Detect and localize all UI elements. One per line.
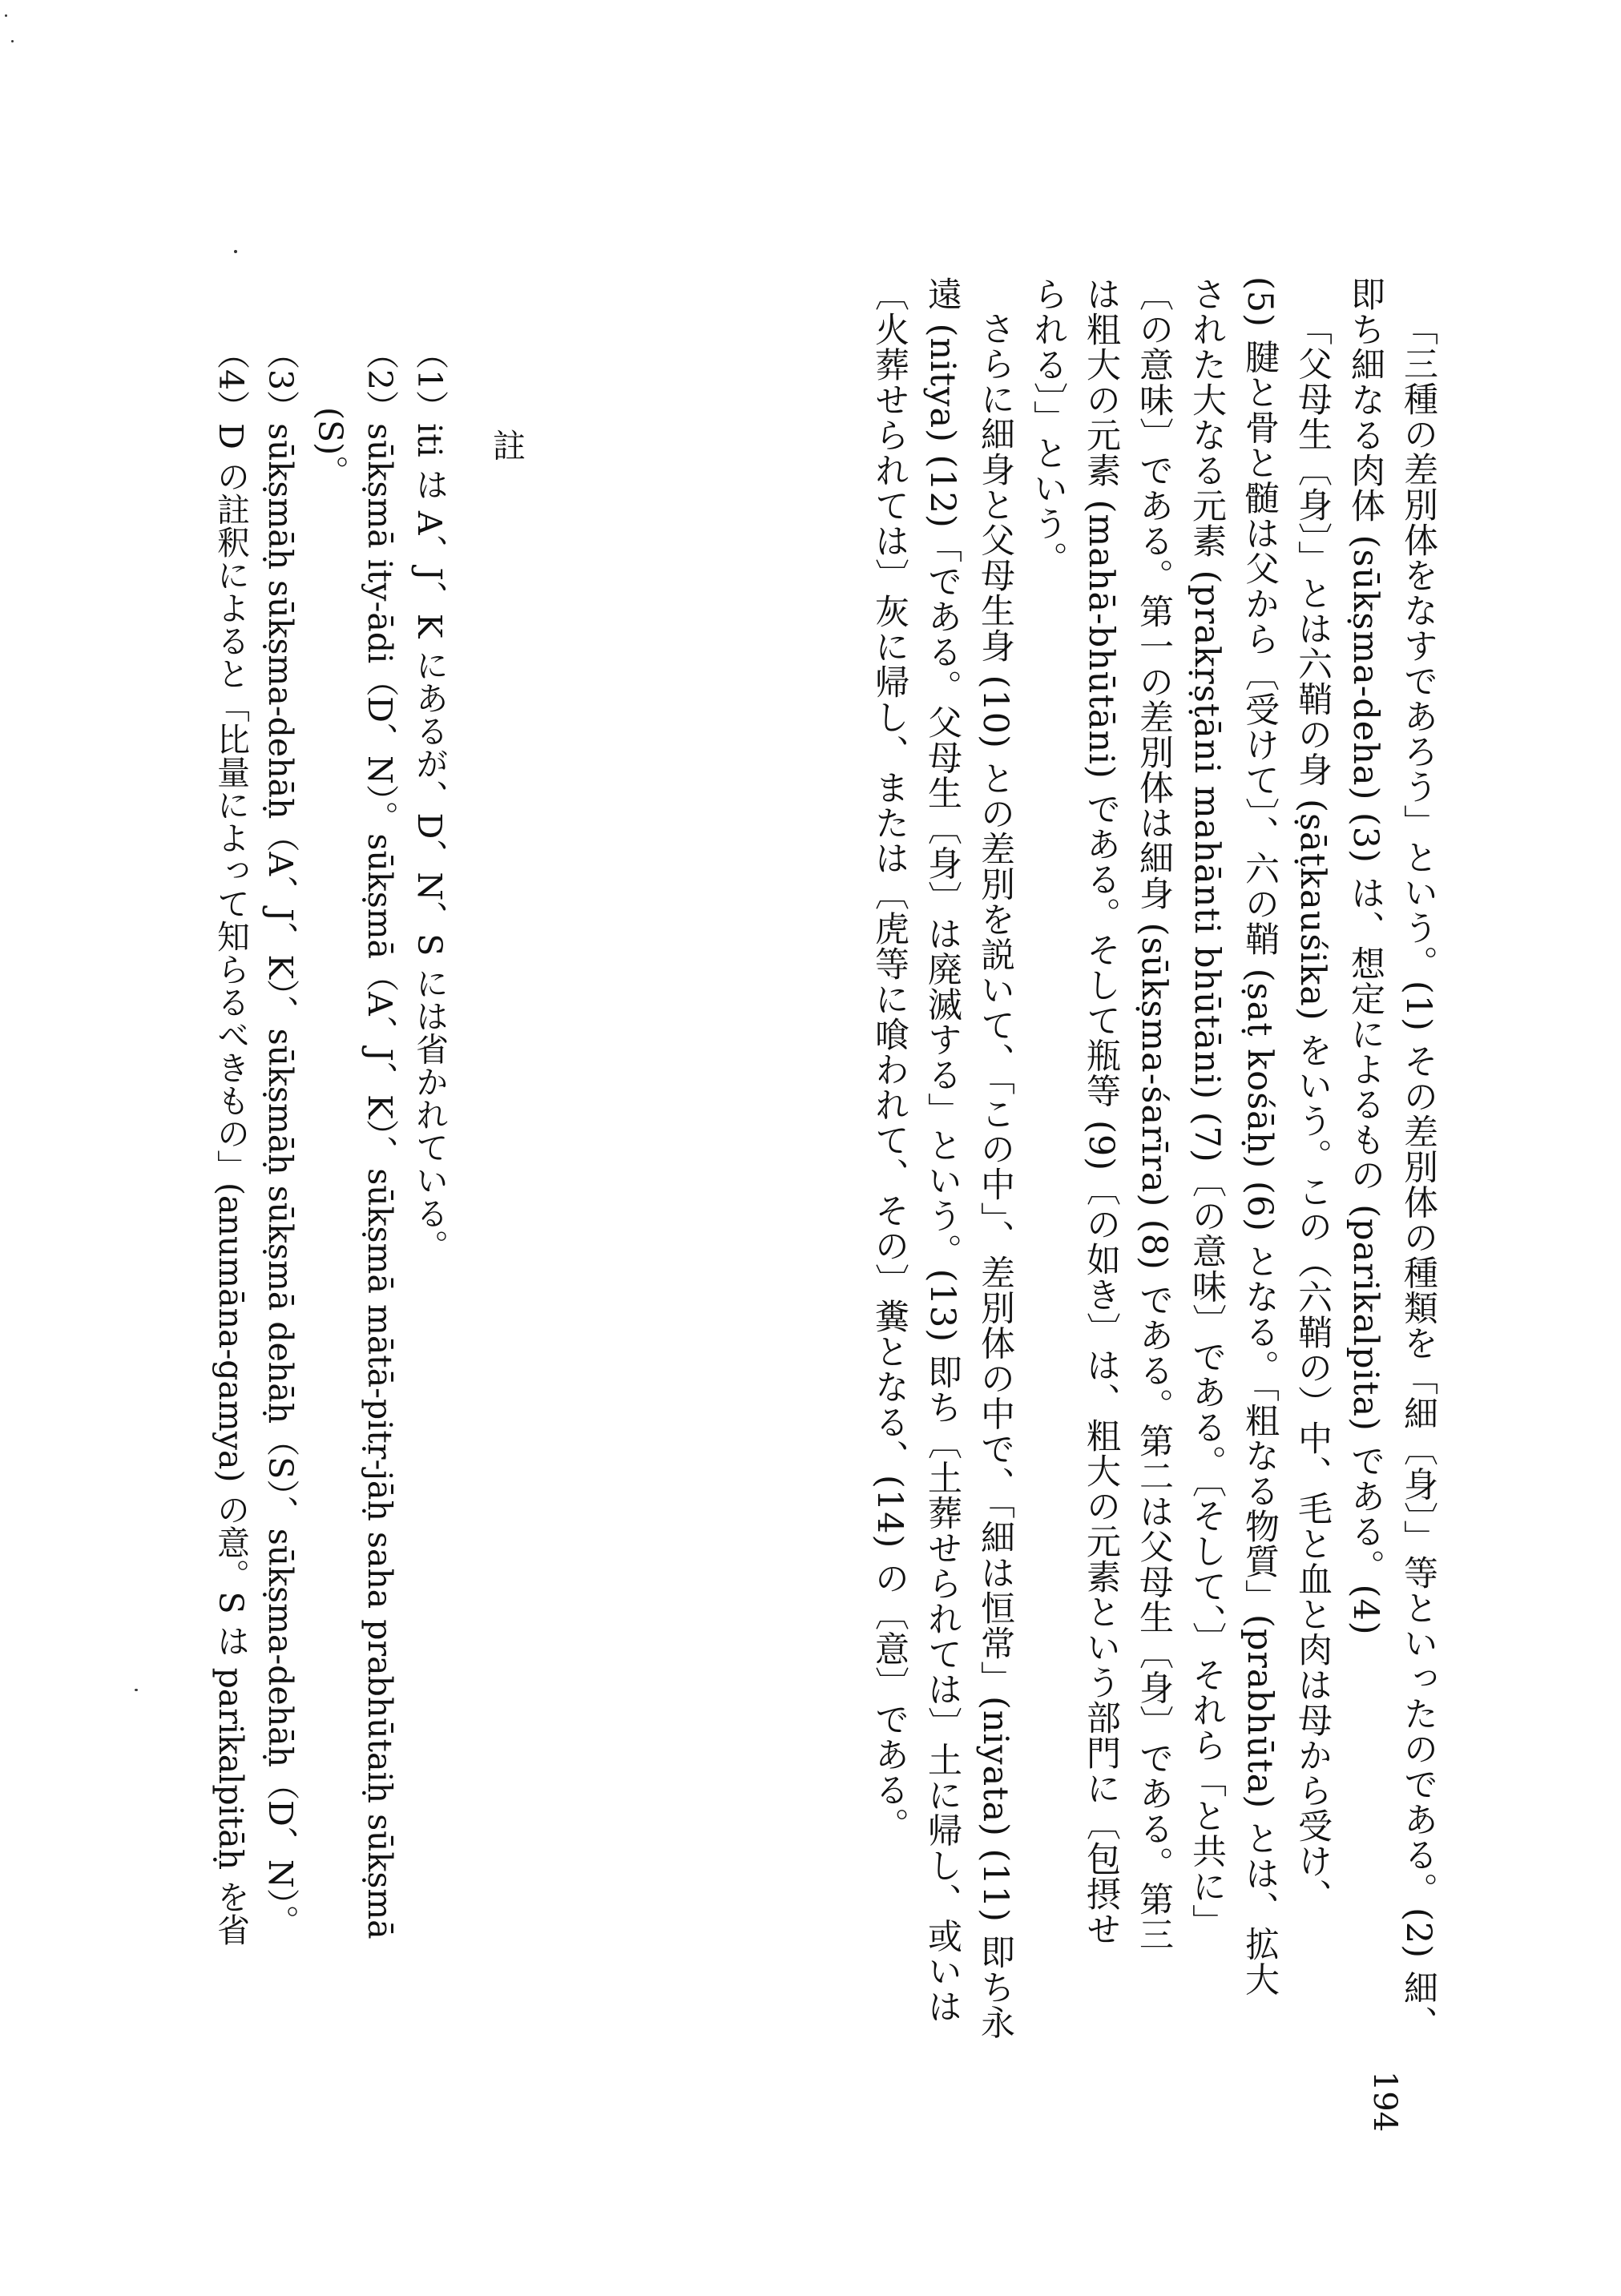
scan-speck (135, 1689, 138, 1691)
text-column-3: 「父母生〔身〕」とは六鞘の身 (ṣāṭkauśika) をいう。この（六鞘の）中、毛と血と肉は母から受け、 (1292, 311, 1333, 1915)
text-column-8: られる〕」という。 (1028, 276, 1068, 577)
notes-heading: 註 (487, 429, 526, 461)
text-column-11: 〔火葬せられては〕灰に帰し、または〔虎等に喰われて、その〕糞となる、(14) の〔意〕である。 (869, 276, 909, 1843)
note-1: （1）iti は A、J、K にあるが、D、N、S には省かれている。 (410, 336, 449, 1263)
scan-speck (5, 14, 7, 17)
text-column-1: 「三種の差別体をなすであろう」という。(1) その差別体の種類を「細〔身〕」等といったのである。(2) 細、 (1398, 311, 1438, 2041)
text-column-2: 即ち細なる肉体 (sūkṣma-deha) (3) は、想定によるもの (parikalpita) である。(4) (1345, 276, 1385, 1636)
note-2-continuation: (S)。 (311, 407, 349, 489)
text-column-5: された大なる元素 (prakṛṣṭāni mahānti bhūtāni) (7)〔の意味〕である。〔そして、〕それら「と共に」 (1187, 276, 1227, 1940)
text-column-10: 遠 (nitya) (12)「である。父母生〔身〕は廃滅する」という。(13) 即ち〔土葬せられては〕土に帰し、或いは (922, 276, 962, 2024)
page-number: 194 (1366, 2070, 1404, 2133)
scan-speck (11, 40, 14, 42)
scan-speck (234, 250, 237, 253)
text-column-9: さらに細身と父母生身 (10) との差別を説いて、「この中」、差別体の中で、「細は恒常」(niyata) (11) 即ち永 (975, 311, 1015, 2040)
notes-section (206, 336, 531, 2067)
text-column-4: (5) 腱と骨と髄は父から〔受けて〕、六の鞘 (ṣaṭ kośāḥ) (6) となる。「粗なる物質」(prabhūta) とは、拡大 (1240, 276, 1280, 1997)
note-4: （4）D の註釈によると「比量によって知らるべきもの」(anumāna-gamya) の意。S は parikalpitāḥ を省 (212, 336, 250, 1947)
main-text-block (863, 276, 1445, 2063)
note-3: （3）sūkṣmāḥ sūkṣma-dehāḥ（A、J、K）、sūkṣmāḥ sūkṣmā dehāḥ（S）、sūkṣma-dehāḥ（D、N）。 (261, 336, 300, 1938)
text-column-7: は粗大の元素 (mahā-bhūtāni) である。そして瓶等 (9)〔の如き〕は、粗大の元素という部門に〔包摂せ (1081, 276, 1121, 1948)
note-2: （2）sūkṣmā ity-ādi（D、N）。sūkṣmā（A、J、K）、sūkṣmā mātā-pitṛ-jāḥ saha prabhūtaiḥ sūkṣmā (361, 336, 399, 1940)
text-column-6: 〔の意味〕である。第一の差別体は細身 (sūkṣma-śarīra) (8) である。第二は父母生〔身〕である。第三 (1134, 276, 1174, 1952)
